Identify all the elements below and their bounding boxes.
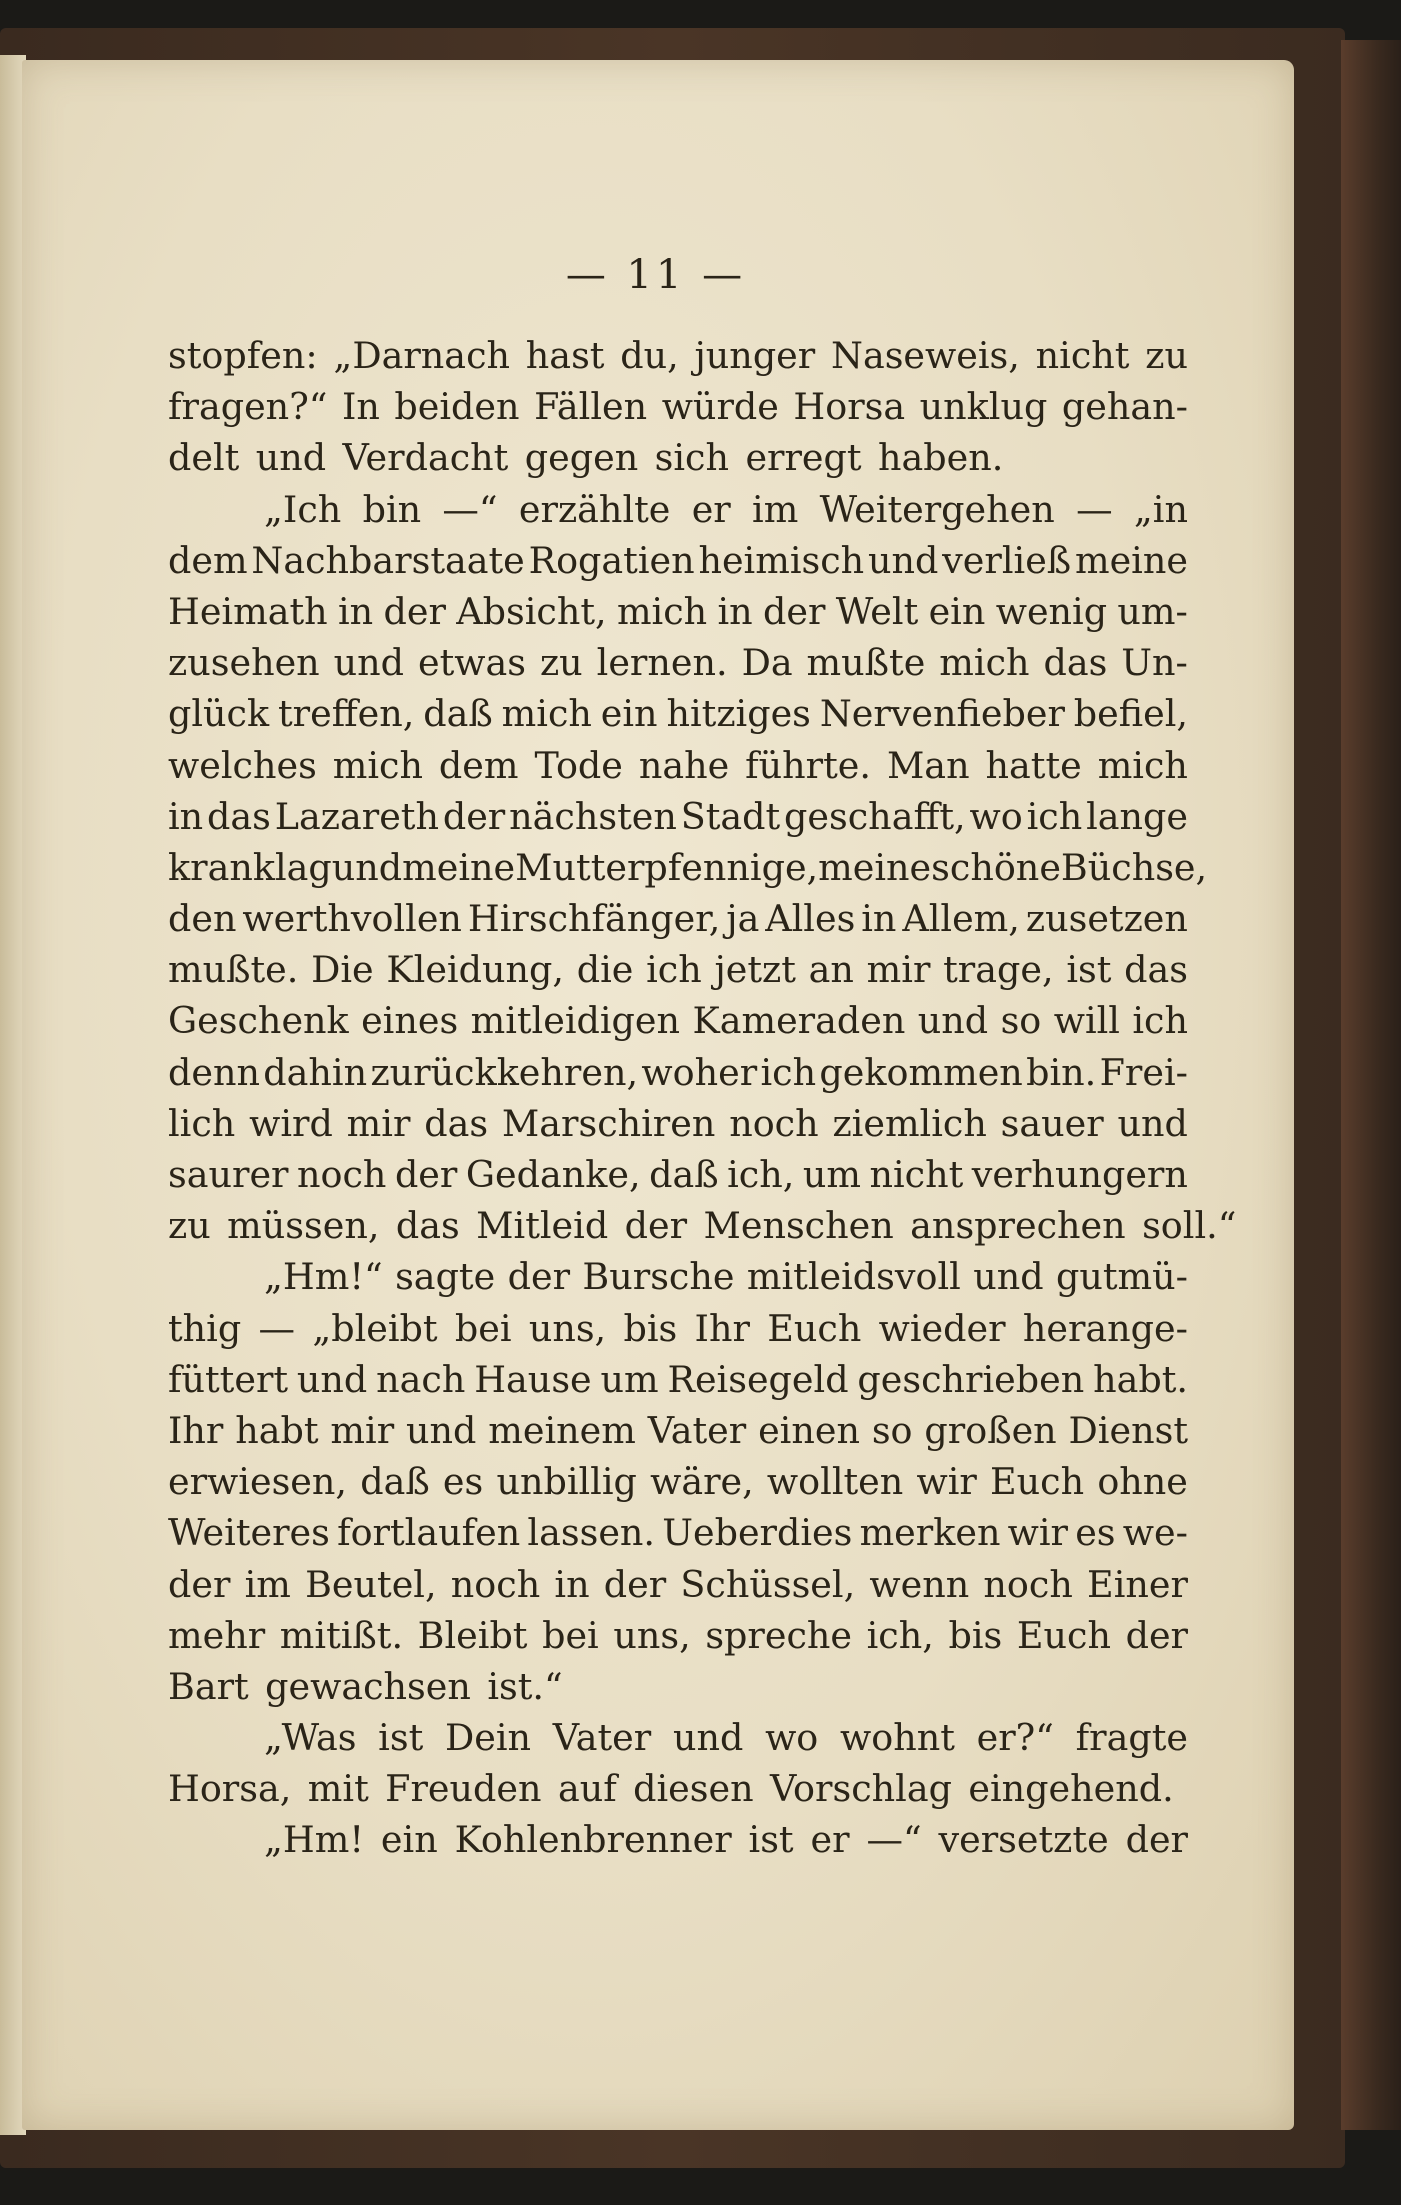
text-line: welches mich dem Tode nahe führte. Man hatte mich <box>168 743 1188 787</box>
text-line: in das Lazareth der nächsten Stadt geschafft, wo ich lange <box>168 794 1188 838</box>
text-line: dem Nachbarstaate Rogatien heimisch und verließ meine <box>168 538 1188 582</box>
text-line: fragen?“ In beiden Fällen würde Horsa unklug gehan- <box>168 385 1188 429</box>
text-line: Heimath in der Absicht, mich in der Welt ein wenig um- <box>168 589 1188 633</box>
text-line: mußte. Die Kleidung, die ich jetzt an mir trage, ist das <box>168 948 1188 992</box>
page-paper <box>22 60 1294 2130</box>
text-line: Ihr habt mir und meinem Vater einen so großen Dienst <box>168 1408 1188 1452</box>
text-line: „Ich bin —“ erzählte er im Weitergehen — „in <box>264 487 1188 531</box>
text-line: lich wird mir das Marschiren noch ziemlich sauer und <box>168 1101 1188 1145</box>
text-line: thig — „bleibt bei uns, bis Ihr Euch wieder herange- <box>168 1306 1188 1350</box>
text-line: Horsa, mit Freuden auf diesen Vorschlag eingehend. <box>168 1767 1174 1811</box>
body-text <box>168 330 1237 1866</box>
text-line: „Hm! ein Kohlenbrenner ist er —“ versetzte der <box>264 1818 1188 1862</box>
text-line: mehr mitißt. Bleibt bei uns, spreche ich, bis Euch der <box>168 1613 1188 1657</box>
text-line: Bart gewachsen ist.“ <box>168 1664 563 1708</box>
paragraph <box>168 1712 1188 1814</box>
paragraph <box>168 1251 1188 1712</box>
text-line: Geschenk eines mitleidigen Kameraden und so will ich <box>168 999 1188 1043</box>
paragraph <box>168 484 1237 1252</box>
text-line: füttert und nach Hause um Reisegeld geschrieben habt. <box>168 1357 1188 1401</box>
text-line: erwiesen, daß es unbillig wäre, wollten wir Euch ohne <box>168 1460 1188 1504</box>
text-line: „Was ist Dein Vater und wo wohnt er?“ fragte <box>264 1716 1188 1760</box>
text-line: denn dahin zurückkehren, woher ich gekommen bin. Frei- <box>168 1050 1188 1094</box>
text-line: zu müssen, das Mitleid der Menschen ansprechen soll.“ <box>168 1204 1237 1248</box>
text-line: krank lag und meine Mutterpfennige, meine schöne Büchse, <box>168 845 1208 889</box>
paragraph <box>168 1814 1188 1865</box>
text-line: delt und Verdacht gegen sich erregt haben. <box>168 436 1004 480</box>
text-line: glück treffen, daß mich ein hitziges Nervenfieber befiel, <box>168 692 1188 736</box>
paragraph <box>168 330 1188 484</box>
text-line: Weiteres fortlaufen lassen. Ueberdies merken wir es we- <box>168 1511 1188 1555</box>
text-line: stopfen: „Darnach hast du, junger Naseweis, nicht zu <box>168 334 1188 377</box>
page-number: — 11 — <box>565 252 747 298</box>
text-line: „Hm!“ sagte der Bursche mitleidsvoll und gutmü- <box>264 1255 1188 1299</box>
text-line: saurer noch der Gedanke, daß ich, um nicht verhungern <box>168 1153 1188 1196</box>
text-line: der im Beutel, noch in der Schüssel, wenn noch Einer <box>168 1562 1188 1606</box>
text-line: den werthvollen Hirschfänger, ja Alles in Allem, zusetzen <box>168 897 1188 941</box>
book-cover-edge <box>1341 40 1401 2130</box>
text-line: zusehen und etwas zu lernen. Da mußte mich das Un- <box>168 641 1188 685</box>
